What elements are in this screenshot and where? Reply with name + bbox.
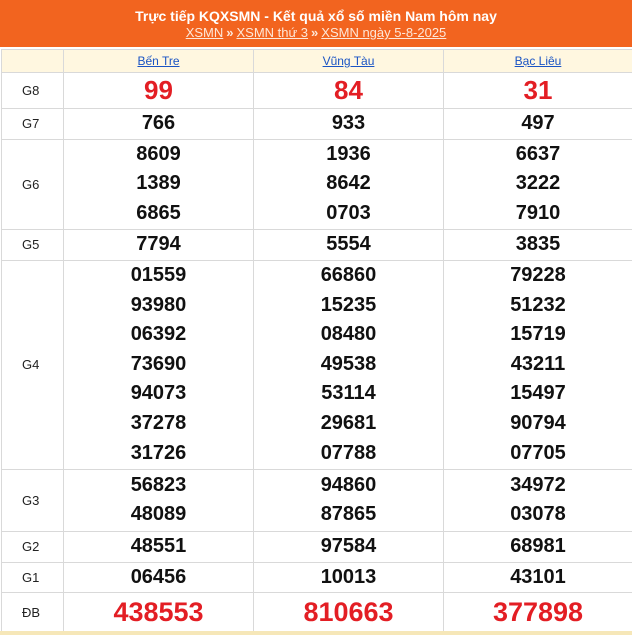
footer-strip (0, 631, 632, 635)
prize-row-db (2, 593, 632, 633)
prize-number: 1936 (326, 142, 371, 165)
prize-number: 3222 (515, 172, 561, 195)
results-table (1, 49, 632, 633)
prize-row-g7 (2, 109, 632, 140)
prize-number: 49538 (320, 352, 377, 375)
prize-number: 31726 (130, 441, 187, 464)
prize-cell (64, 469, 254, 531)
prize-number: 84 (334, 74, 363, 105)
prize-cell (64, 109, 254, 140)
prize-cell (64, 229, 254, 260)
page-header (0, 0, 632, 47)
prize-number: 97584 (320, 534, 377, 557)
prize-number: 93980 (130, 293, 187, 316)
prize-cell (254, 469, 444, 531)
breadcrumb (0, 25, 632, 41)
prize-cell (64, 593, 254, 633)
prize-number: 08480 (320, 323, 377, 346)
prize-number: 6865 (136, 201, 181, 224)
prize-number: 56823 (130, 473, 187, 496)
prize-label: G4 (2, 260, 64, 469)
prize-rows (2, 73, 632, 633)
prize-number: 51232 (510, 293, 566, 316)
prize-label: ĐB (2, 593, 64, 633)
prize-number: 15497 (510, 382, 566, 405)
prize-number: 43101 (510, 565, 566, 588)
breadcrumb-xsmn[interactable]: XSMN (185, 25, 224, 40)
province-bac-lieu (444, 50, 632, 73)
prize-number: 810663 (303, 596, 394, 627)
prize-cell (254, 562, 444, 593)
page-title: Trực tiếp KQXSMN - Kết quả xổ số miền Nam hôm nay (135, 8, 497, 24)
prize-row-g3 (2, 469, 632, 531)
prize-number: 933 (331, 112, 366, 134)
prize-number: 68981 (510, 534, 566, 557)
prize-cell (444, 109, 632, 140)
prize-number: 87865 (320, 503, 377, 526)
prize-label: G3 (2, 469, 64, 531)
prize-number: 438553 (113, 596, 204, 627)
prize-number: 94860 (320, 473, 377, 496)
province-header-row (2, 50, 632, 73)
prize-cell (64, 139, 254, 229)
prize-row-g8 (2, 73, 632, 109)
breadcrumb-xsmn-thu-3[interactable]: XSMN thứ 3 (236, 25, 309, 40)
prize-number: 48089 (130, 503, 187, 526)
prize-number: 99 (144, 74, 173, 105)
prize-cell (254, 531, 444, 562)
breadcrumb-xsmn-date[interactable]: XSMN ngày 5-8-2025 (321, 25, 447, 40)
prize-number: 73690 (130, 352, 187, 375)
prize-number: 07705 (510, 441, 566, 464)
province-link-ben-tre[interactable]: Bến Tre (137, 54, 180, 68)
prize-number: 10013 (320, 565, 377, 588)
prize-number: 53114 (321, 382, 376, 405)
prize-cell (444, 469, 632, 531)
prize-cell (444, 531, 632, 562)
prize-row-g1 (2, 562, 632, 593)
province-vung-tau (254, 50, 444, 73)
breadcrumb-separator: » (311, 25, 319, 40)
prize-number: 37278 (130, 411, 187, 434)
prize-number: 6637 (515, 142, 561, 165)
prize-number: 3835 (515, 232, 561, 255)
prize-label: G7 (2, 109, 64, 140)
prize-number: 48551 (130, 534, 187, 557)
prize-cell (254, 260, 444, 469)
prize-number: 7794 (136, 232, 181, 255)
prize-number: 07788 (320, 441, 377, 464)
prize-cell (64, 260, 254, 469)
prize-number: 79228 (510, 264, 566, 287)
prize-cell (64, 531, 254, 562)
breadcrumb-separator: » (226, 25, 234, 40)
prize-number: 94073 (130, 382, 187, 405)
province-link-bac-lieu[interactable]: Bạc Liêu (514, 54, 562, 68)
prize-number: 66860 (320, 264, 377, 287)
province-ben-tre (64, 50, 254, 73)
prize-cell (444, 260, 632, 469)
prize-cell (444, 562, 632, 593)
prize-label: G5 (2, 229, 64, 260)
prize-number: 0703 (326, 201, 371, 224)
prize-cell (64, 562, 254, 593)
prize-cell (254, 229, 444, 260)
prize-number: 7910 (515, 201, 561, 224)
prize-number: 90794 (510, 411, 566, 434)
prize-number: 06392 (130, 323, 187, 346)
prize-cell (254, 73, 444, 109)
prize-number: 01559 (130, 264, 187, 287)
prize-number: 29681 (320, 411, 377, 434)
prize-number: 03078 (510, 503, 566, 526)
prize-number: 8609 (136, 142, 181, 165)
prize-row-g5 (2, 229, 632, 260)
prize-number: 34972 (510, 473, 566, 496)
prize-label: G6 (2, 139, 64, 229)
prize-row-g2 (2, 531, 632, 562)
prize-row-g4 (2, 260, 632, 469)
prize-cell (254, 139, 444, 229)
prize-number: 1389 (136, 172, 181, 195)
header-blank-cell (2, 50, 64, 73)
prize-cell (444, 229, 632, 260)
prize-label: G8 (2, 73, 64, 109)
prize-number: 497 (521, 112, 555, 134)
prize-number: 15719 (510, 323, 566, 346)
prize-number: 15235 (320, 293, 377, 316)
prize-number: 5554 (326, 232, 371, 255)
prize-number: 43211 (510, 352, 566, 375)
prize-cell (444, 593, 632, 633)
prize-number: 31 (523, 74, 553, 105)
prize-cell (444, 73, 632, 109)
prize-number: 766 (141, 112, 176, 134)
prize-number: 06456 (130, 565, 187, 588)
prize-number: 8642 (326, 172, 371, 195)
prize-cell (64, 73, 254, 109)
prize-label: G1 (2, 562, 64, 593)
prize-cell (254, 109, 444, 140)
prize-label: G2 (2, 531, 64, 562)
province-link-vung-tau[interactable]: Vũng Tàu (322, 54, 375, 68)
prize-row-g6 (2, 139, 632, 229)
prize-cell (254, 593, 444, 633)
prize-cell (444, 139, 632, 229)
prize-number: 377898 (492, 596, 584, 627)
